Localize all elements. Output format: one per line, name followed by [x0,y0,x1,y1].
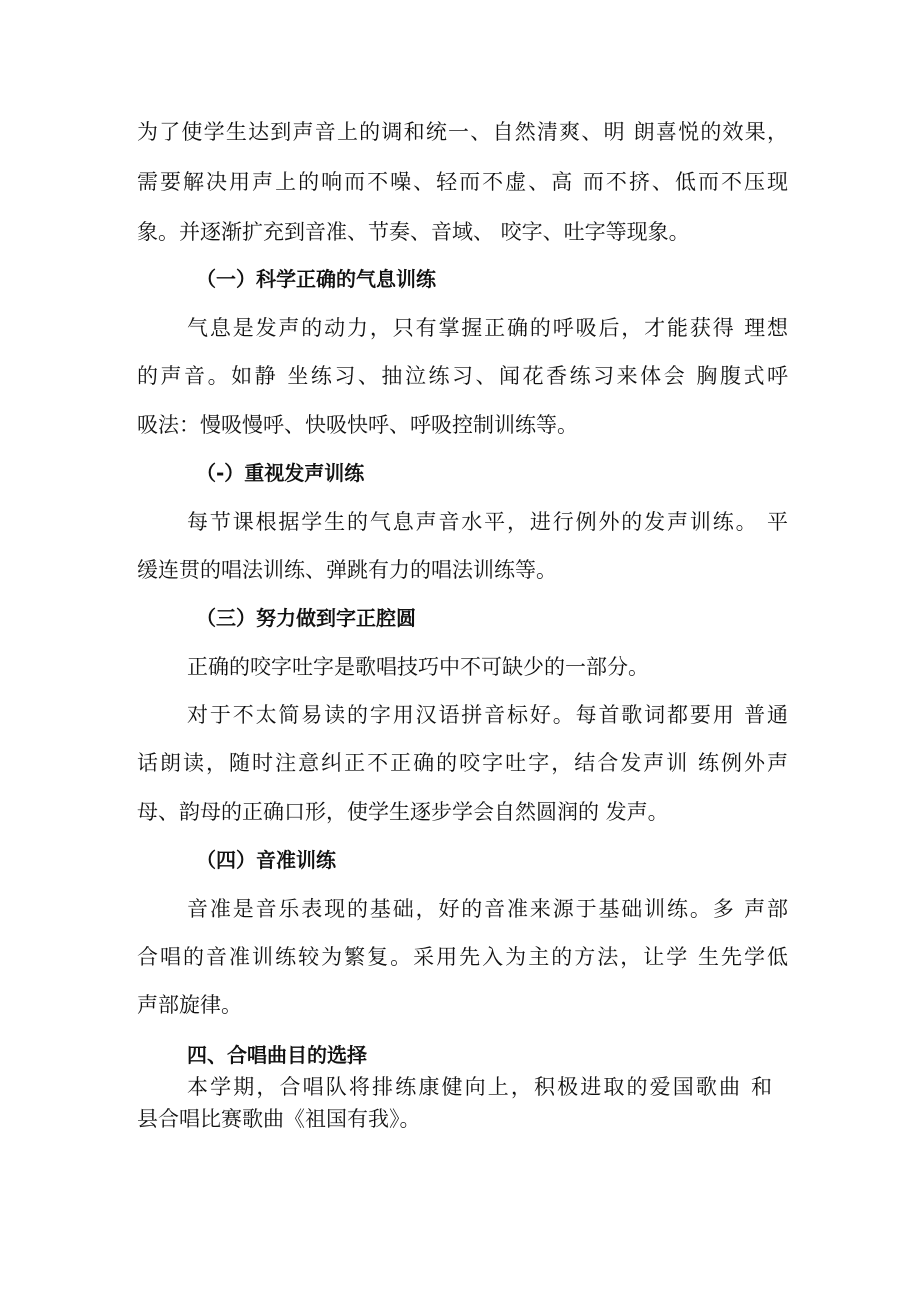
paragraph-line: 每节课根据学生的气息声音水平，进行例外的发声训练。 平 [187,510,788,534]
section-heading: （-）重视发声训练 [196,461,365,485]
intro-line: 需要解决用声上的响而不噪、轻而不虚、高 而不挤、低而不压现 [137,170,788,194]
paragraph-line: 话朗读，随时注意纠正不正确的咬字吐字，结合发声训 练例外声 [137,751,788,775]
intro-line: 象。并逐渐扩充到音准、节奏、音域、 咬字、吐字等现象。 [137,220,690,244]
section-heading: （一）科学正确的气息训练 [196,267,436,291]
paragraph-line: 声部旋律。 [137,993,242,1017]
paragraph-line: 对于不太简易读的字用汉语拼音标好。每首歌词都要用 普通 [187,703,788,727]
paragraph-line: 正确的咬字吐字是歌唱技巧中不可缺少的一部分。 [187,655,649,679]
paragraph-line: 缓连贯的唱法训练、弹跳有力的唱法训练等。 [137,558,557,582]
paragraph-line: 音准是音乐表现的基础，好的音准来源于基础训练。多 声部 [187,897,788,921]
paragraph-line: 合唱的音准训练较为繁复。采用先入为主的方法，让学 生先学低 [137,945,788,969]
intro-line: 为了使学生达到声音上的调和统一、自然清爽、明 朗喜悦的效果， [137,120,788,144]
paragraph-line: 的声音。如静 坐练习、抽泣练习、闻花香练习来体会 胸腹式呼 [137,364,788,388]
paragraph-line: 本学期，合唱队将排练康健向上，积极进取的爱国歌曲 和 [187,1075,772,1099]
paragraph-line: 母、韵母的正确口形，使学生逐步学会自然圆润的 发声。 [137,800,669,824]
paragraph-line: 县合唱比赛歌曲《祖国有我》。 [137,1107,421,1131]
section-heading: （三）努力做到字正腔圆 [196,606,416,630]
paragraph-line: 吸法：慢吸慢呼、快吸快呼、呼吸控制训练等。 [137,413,578,437]
paragraph-line: 气息是发声的动力，只有掌握正确的呼吸后，才能获得 理想 [187,316,788,340]
section-heading: （四）音准训练 [196,848,336,872]
section-heading: 四、合唱曲目的选择 [187,1043,367,1067]
